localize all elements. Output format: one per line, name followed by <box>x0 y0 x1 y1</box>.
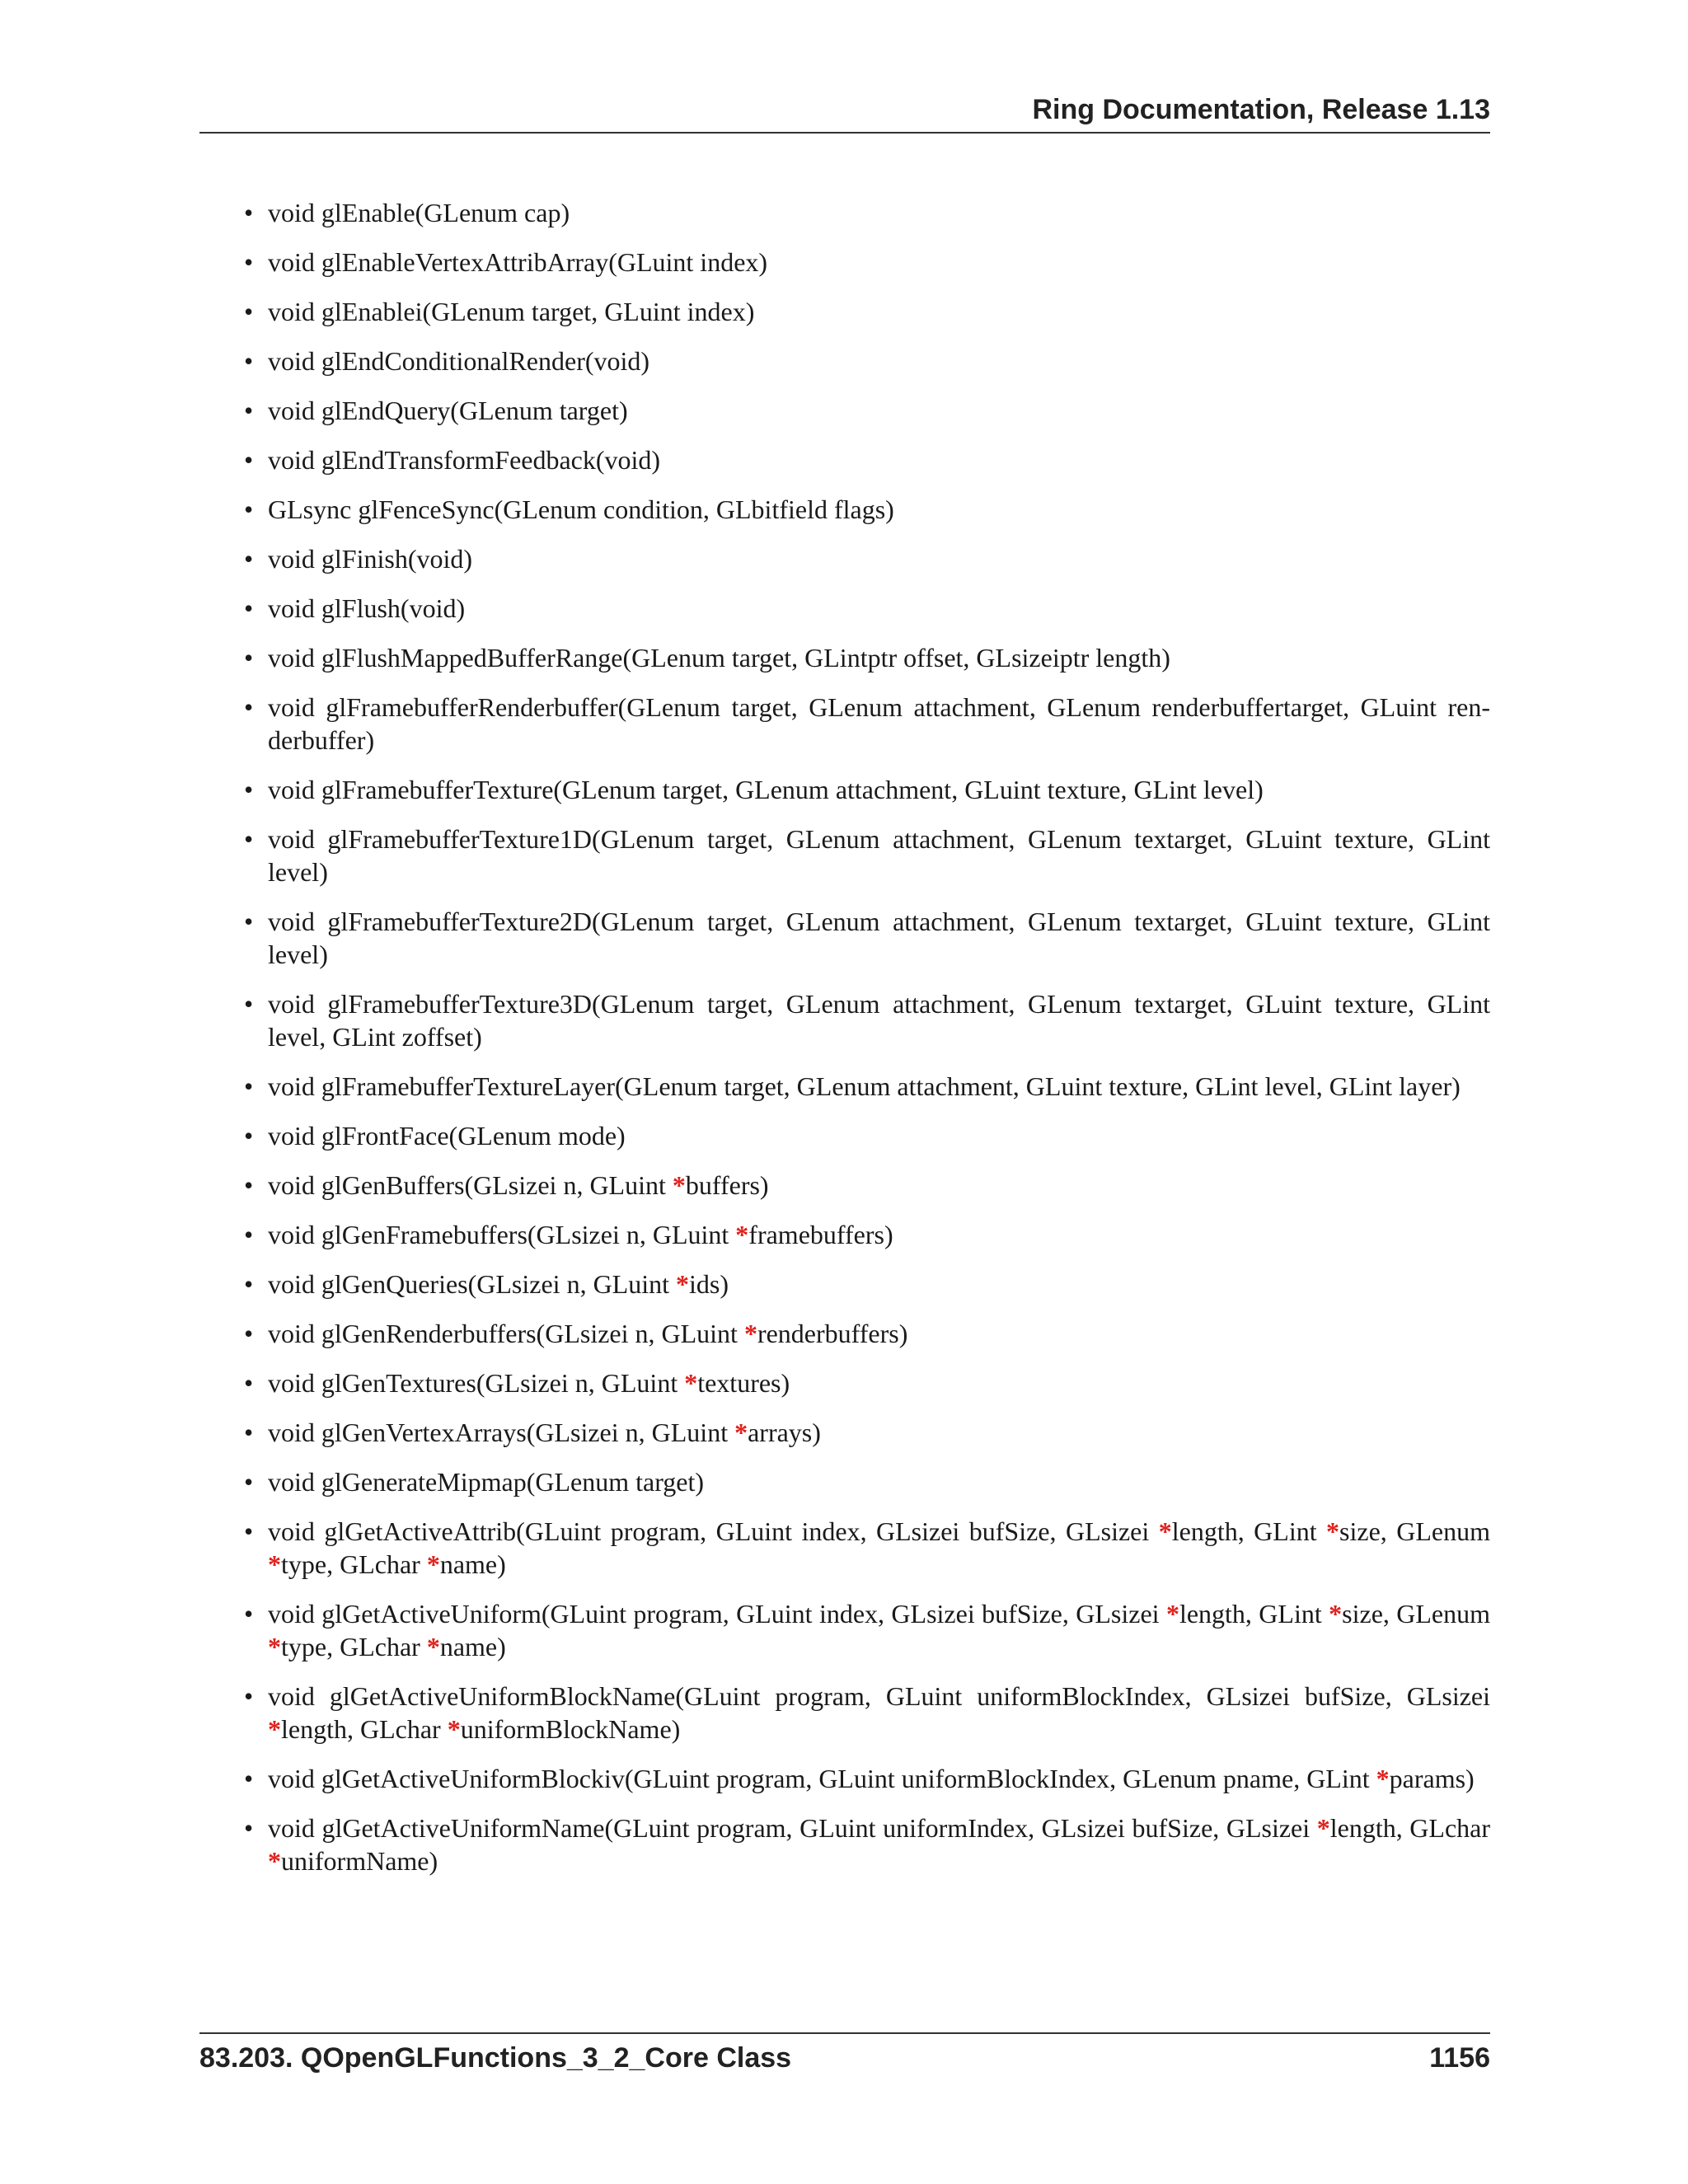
pointer-asterisk: * <box>1376 1764 1390 1793</box>
list-item: • void glFinish(void) <box>199 542 1490 575</box>
list-item: • void glFramebufferRenderbuffer(GLenum target, GLenum attachment, GLenum renderbuffertarget, GLuint ren-derbuffer) <box>199 691 1490 757</box>
list-item: • void glGenRenderbuffers(GLsizei n, GLuint *renderbuffers) <box>199 1317 1490 1350</box>
list-item: • void glFramebufferTexture3D(GLenum target, GLenum attachment, GLenum textarget, GLuint texture, GLint level, GLint zoffset) <box>199 987 1490 1053</box>
list-item: • void glEnablei(GLenum target, GLuint index) <box>199 295 1490 328</box>
list-item: • void glFramebufferTexture(GLenum target, GLenum attachment, GLuint texture, GLint level) <box>199 773 1490 806</box>
pointer-asterisk: * <box>426 1632 440 1661</box>
pointer-asterisk: * <box>1165 1599 1179 1629</box>
list-item: • void glGenBuffers(GLsizei n, GLuint *buffers) <box>199 1169 1490 1202</box>
footer-section-title: 83.203. QOpenGLFunctions_3_2_Core Class <box>199 2042 792 2074</box>
list-item: • void glGenFramebuffers(GLsizei n, GLuint *framebuffers) <box>199 1218 1490 1251</box>
list-item: • void glGenerateMipmap(GLenum target) <box>199 1465 1490 1498</box>
list-item: • void glGetActiveUniformBlockName(GLuint program, GLuint uniformBlockIndex, GLsizei bufSize, GLsizei *length, GLchar *uniformBlockName) <box>199 1680 1490 1746</box>
list-item: • GLsync glFenceSync(GLenum condition, GLbitfield flags) <box>199 493 1490 526</box>
list-item: • void glFlush(void) <box>199 592 1490 625</box>
pointer-asterisk: * <box>676 1269 689 1299</box>
pointer-asterisk: * <box>1326 1516 1340 1546</box>
list-item: • void glGenQueries(GLsizei n, GLuint *ids) <box>199 1268 1490 1301</box>
pointer-asterisk: * <box>1329 1599 1343 1629</box>
list-item: • void glGetActiveAttrib(GLuint program, GLuint index, GLsizei bufSize, GLsizei *length, GLint *size, GLenum *type, GLchar *name) <box>199 1515 1490 1581</box>
pointer-asterisk: * <box>743 1319 757 1348</box>
page-header <box>199 92 1490 134</box>
pointer-asterisk: * <box>734 1418 748 1447</box>
pointer-asterisk: * <box>735 1220 749 1249</box>
pointer-asterisk: * <box>426 1549 440 1579</box>
list-item: • void glFramebufferTexture1D(GLenum target, GLenum attachment, GLenum textarget, GLuint texture, GLint level) <box>199 823 1490 888</box>
pointer-asterisk: * <box>1158 1516 1172 1546</box>
page-content <box>199 196 1490 1894</box>
pointer-asterisk: * <box>672 1170 686 1200</box>
header-title: Ring Documentation, Release 1.13 <box>1032 94 1490 125</box>
function-list <box>199 196 1490 1877</box>
pointer-asterisk: * <box>268 1632 281 1661</box>
list-item: • void glEndConditionalRender(void) <box>199 344 1490 377</box>
pointer-asterisk: * <box>268 1714 281 1744</box>
list-item: • void glGenTextures(GLsizei n, GLuint *textures) <box>199 1366 1490 1399</box>
pointer-asterisk: * <box>268 1549 281 1579</box>
page-footer <box>199 2032 1490 2083</box>
pointer-asterisk: * <box>447 1714 461 1744</box>
list-item: • void glEnable(GLenum cap) <box>199 196 1490 229</box>
list-item: • void glFramebufferTextureLayer(GLenum target, GLenum attachment, GLuint texture, GLint level, GLint layer) <box>199 1070 1490 1103</box>
list-item: • void glGetActiveUniformBlockiv(GLuint program, GLuint uniformBlockIndex, GLenum pname, GLint *params) <box>199 1762 1490 1795</box>
list-item: • void glGetActiveUniformName(GLuint program, GLuint uniformIndex, GLsizei bufSize, GLsizei *length, GLchar *uniformName) <box>199 1811 1490 1877</box>
list-item: • void glFrontFace(GLenum mode) <box>199 1119 1490 1152</box>
list-item: • void glGetActiveUniform(GLuint program, GLuint index, GLsizei bufSize, GLsizei *length, GLint *size, GLenum *type, GLchar *name) <box>199 1597 1490 1663</box>
footer-page-number: 1156 <box>1429 2042 1490 2074</box>
list-item: • void glEndQuery(GLenum target) <box>199 394 1490 427</box>
list-item: • void glEndTransformFeedback(void) <box>199 443 1490 476</box>
pointer-asterisk: * <box>268 1846 281 1876</box>
pointer-asterisk: * <box>684 1368 698 1398</box>
list-item: • void glEnableVertexAttribArray(GLuint index) <box>199 246 1490 279</box>
list-item: • void glGenVertexArrays(GLsizei n, GLuint *arrays) <box>199 1416 1490 1449</box>
pointer-asterisk: * <box>1316 1813 1330 1843</box>
list-item: • void glFramebufferTexture2D(GLenum target, GLenum attachment, GLenum textarget, GLuint texture, GLint level) <box>199 905 1490 971</box>
list-item: • void glFlushMappedBufferRange(GLenum target, GLintptr offset, GLsizeiptr length) <box>199 641 1490 674</box>
